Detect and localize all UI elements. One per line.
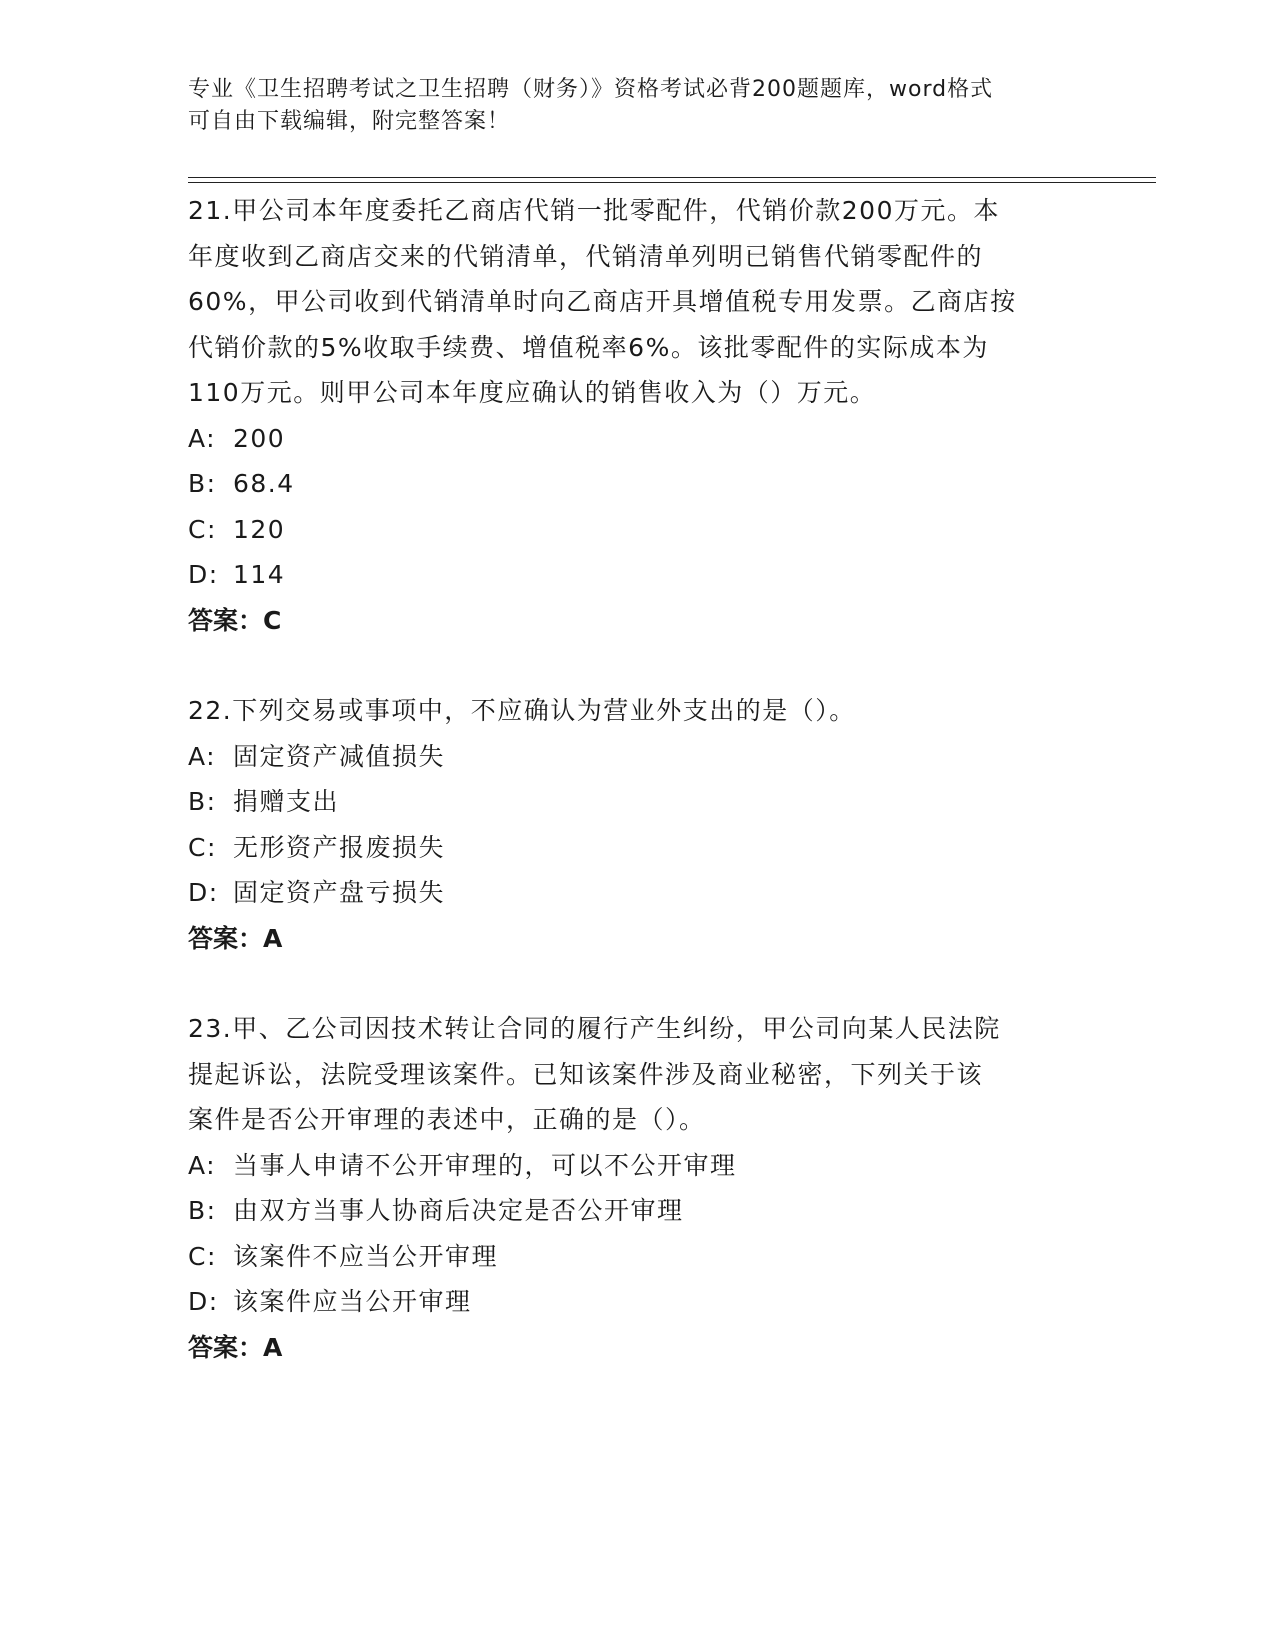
question-text-line: 22.下列交易或事项中，不应确认为营业外支出的是（）。 — [188, 696, 856, 725]
option-text: 当事人申请不公开审理的，可以不公开审理 — [233, 1150, 737, 1180]
question-text-line: 提起诉讼，法院受理该案件。已知该案件涉及商业秘密，下列关于该 — [188, 1059, 984, 1089]
answer-value: A — [263, 923, 284, 953]
header-line: 专业《卫生招聘考试之卫生招聘（财务）》资格考试必背200题题库，word格式 — [188, 77, 994, 102]
option-key: D: — [188, 878, 219, 907]
option-text: 固定资产盘亏损失 — [233, 878, 446, 907]
option-text: 114 — [233, 560, 286, 589]
question-text-line: 年度收到乙商店交来的代销清单，代销清单列明已销售代销零配件的 — [188, 241, 984, 271]
option-key: A: — [188, 1150, 217, 1180]
option-key: A: — [188, 423, 217, 453]
header-rule-top — [188, 177, 1156, 178]
option-c — [188, 1234, 1088, 1280]
option-text: 120 — [233, 514, 286, 544]
option-key: C: — [188, 1241, 217, 1271]
option-a — [188, 734, 1088, 780]
option-key: A: — [188, 741, 217, 771]
option-text: 无形资产报废损失 — [233, 832, 446, 862]
option-b — [188, 779, 1088, 825]
answer-value: C — [263, 605, 283, 635]
option-text: 该案件应当公开审理 — [233, 1287, 472, 1316]
answer-value: A — [263, 1332, 284, 1362]
option-a — [188, 1143, 1088, 1189]
answer-label: 答案： — [188, 1332, 264, 1362]
question-23 — [188, 1006, 1088, 1370]
question-text-line: 21.甲公司本年度委托乙商店代销一批零配件，代销价款200万元。本 — [188, 196, 1000, 225]
option-key: D: — [188, 1287, 219, 1316]
option-key: B: — [188, 469, 217, 498]
question-text-line: 110万元。则甲公司本年度应确认的销售收入为（）万元。 — [188, 378, 877, 407]
option-text: 该案件不应当公开审理 — [233, 1241, 499, 1271]
option-a — [188, 416, 1088, 462]
question-text-line: 23.甲、乙公司因技术转让合同的履行产生纠纷，甲公司向某人民法院 — [188, 1014, 1001, 1043]
option-key: C: — [188, 514, 217, 544]
option-text: 68.4 — [233, 469, 295, 498]
option-b — [188, 1188, 1088, 1234]
option-text: 200 — [233, 423, 286, 453]
option-text: 捐赠支出 — [233, 787, 340, 816]
option-c — [188, 507, 1088, 553]
option-key: C: — [188, 832, 217, 862]
option-text: 固定资产减值损失 — [233, 741, 446, 771]
question-22 — [188, 688, 1088, 961]
answer-label: 答案： — [188, 923, 264, 953]
answer-line — [188, 916, 1088, 962]
option-d — [188, 1279, 1088, 1325]
question-list — [188, 188, 1088, 1415]
answer-line — [188, 1325, 1088, 1371]
question-text-line: 案件是否公开审理的表述中，正确的是（）。 — [188, 1105, 706, 1134]
option-d — [188, 870, 1088, 916]
question-text-line: 代销价款的5%收取手续费、增值税率6%。该批零配件的实际成本为 — [188, 332, 989, 362]
question-text-line: 60%，甲公司收到代销清单时向乙商店开具增值税专用发票。乙商店按 — [188, 287, 1017, 316]
option-b — [188, 461, 1088, 507]
option-key: B: — [188, 1196, 217, 1225]
question-21 — [188, 188, 1088, 643]
option-key: D: — [188, 560, 219, 589]
header-line: 可自由下载编辑，附完整答案！ — [188, 109, 511, 134]
option-text: 由双方当事人协商后决定是否公开审理 — [233, 1196, 684, 1225]
header-rule-bottom — [188, 182, 1156, 183]
option-key: B: — [188, 787, 217, 816]
answer-label: 答案： — [188, 605, 264, 635]
answer-line — [188, 598, 1088, 644]
option-c — [188, 825, 1088, 871]
option-d — [188, 552, 1088, 598]
document-header — [188, 74, 1068, 138]
